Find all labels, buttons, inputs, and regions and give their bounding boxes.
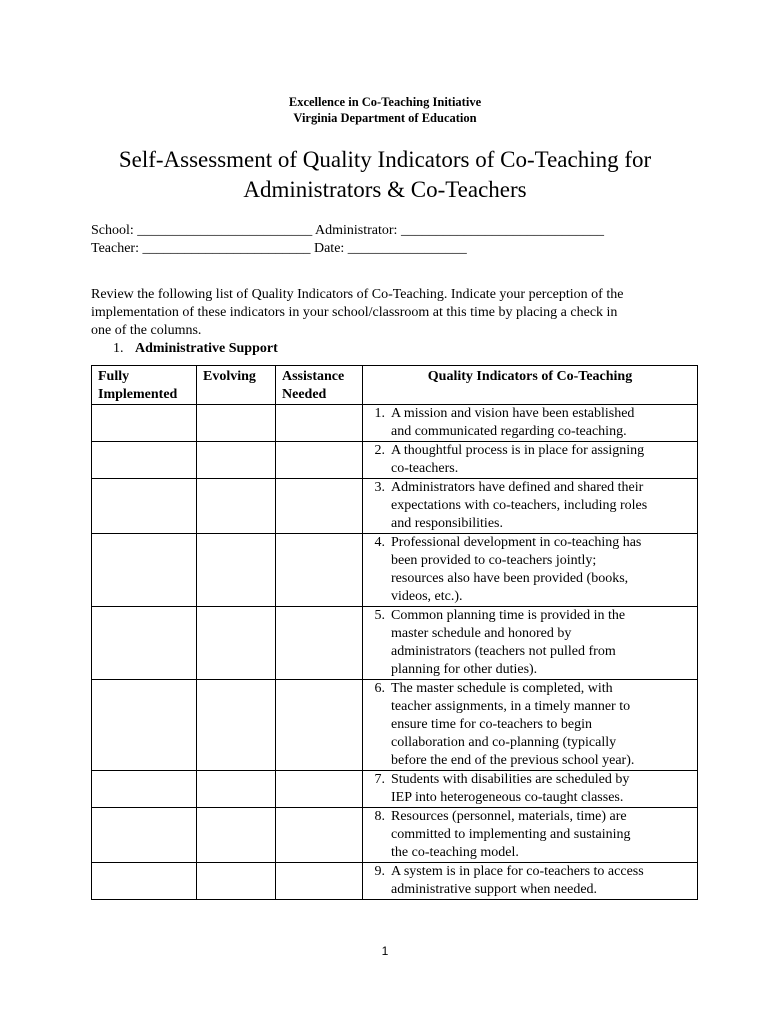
check-evolving-cell[interactable] xyxy=(197,442,276,479)
indicator-number: 7. xyxy=(374,772,385,787)
check-fully-implemented-cell[interactable] xyxy=(92,680,197,771)
indicator-cell xyxy=(363,479,698,534)
section-heading xyxy=(113,340,278,358)
page-title-line-2: Administrators & Co-Teachers xyxy=(243,177,527,202)
indicator xyxy=(363,771,697,807)
indicator-text xyxy=(391,479,697,533)
check-assistance-needed-cell[interactable] xyxy=(276,863,363,900)
indicator-line: The master schedule is completed, with xyxy=(391,681,613,696)
school-administrator-fields[interactable]: School: _________________________ Administrator: _____________________________ xyxy=(91,223,604,238)
header-line: Implemented xyxy=(98,387,178,402)
indicator-cell xyxy=(363,771,698,808)
check-evolving-cell[interactable] xyxy=(197,863,276,900)
check-fully-implemented-cell[interactable] xyxy=(92,534,197,607)
indicator-line: expectations with co-teachers, including roles xyxy=(391,498,648,513)
indicator-line: co-teachers. xyxy=(391,461,459,476)
indicator xyxy=(363,607,697,679)
check-evolving-cell[interactable] xyxy=(197,808,276,863)
check-evolving-cell[interactable] xyxy=(197,405,276,442)
indicator xyxy=(363,863,697,899)
check-assistance-needed-cell[interactable] xyxy=(276,680,363,771)
indicator-line: resources also have been provided (books, xyxy=(391,571,629,586)
indicator-line: ensure time for co-teachers to begin xyxy=(391,717,592,732)
indicator-line: and communicated regarding co-teaching. xyxy=(391,424,627,439)
indicator-line: Common planning time is provided in the xyxy=(391,608,626,623)
instructions-line: implementation of these indicators in your school/classroom at this time by placing a check in xyxy=(91,305,618,320)
indicator-number: 8. xyxy=(374,809,385,824)
quality-indicators-table xyxy=(91,365,698,900)
check-fully-implemented-cell[interactable] xyxy=(92,863,197,900)
indicator-text xyxy=(391,680,697,770)
indicator-line: the co-teaching model. xyxy=(391,845,519,860)
page-number: 1 xyxy=(381,944,389,958)
check-fully-implemented-cell[interactable] xyxy=(92,442,197,479)
teacher-date-fields[interactable]: Teacher: ________________________ Date: _________________ xyxy=(91,241,467,256)
check-evolving-cell[interactable] xyxy=(197,607,276,680)
indicator-text xyxy=(391,534,697,606)
table-row xyxy=(92,534,698,607)
indicator-text xyxy=(391,808,697,862)
header-line: Assistance xyxy=(282,369,345,384)
page-title-line-1: Self-Assessment of Quality Indicators of Co-Teaching for xyxy=(118,147,652,172)
indicator-number: 6. xyxy=(374,681,385,696)
indicator-text xyxy=(391,863,697,899)
indicator-number: 3. xyxy=(374,480,385,495)
table-row xyxy=(92,771,698,808)
indicator-line: IEP into heterogeneous co-taught classes. xyxy=(391,790,624,805)
indicator xyxy=(363,808,697,862)
indicator-line: collaboration and co-planning (typically xyxy=(391,735,617,750)
check-assistance-needed-cell[interactable] xyxy=(276,479,363,534)
column-header-quality-indicators: Quality Indicators of Co-Teaching xyxy=(363,366,698,405)
indicator-cell xyxy=(363,680,698,771)
indicator xyxy=(363,405,697,441)
table-body xyxy=(92,405,698,900)
instructions xyxy=(91,286,691,340)
check-assistance-needed-cell[interactable] xyxy=(276,771,363,808)
indicator-cell xyxy=(363,863,698,900)
instructions-line: one of the columns. xyxy=(91,323,202,338)
check-fully-implemented-cell[interactable] xyxy=(92,808,197,863)
org-line-2: Virginia Department of Education xyxy=(293,111,477,125)
indicator xyxy=(363,534,697,606)
check-evolving-cell[interactable] xyxy=(197,534,276,607)
column-header-evolving: Evolving xyxy=(197,366,276,405)
table-row xyxy=(92,479,698,534)
indicator-text xyxy=(391,442,697,478)
indicator-number: 2. xyxy=(374,443,385,458)
indicator-line: videos, etc.). xyxy=(391,589,463,604)
indicator-text xyxy=(391,771,697,807)
check-fully-implemented-cell[interactable] xyxy=(92,405,197,442)
indicator-line: A system is in place for co-teachers to access xyxy=(391,864,644,879)
column-header-fully-implemented xyxy=(92,366,197,405)
check-evolving-cell[interactable] xyxy=(197,771,276,808)
table-header-row xyxy=(92,366,698,405)
indicator-number: 9. xyxy=(374,864,385,879)
indicator-cell xyxy=(363,607,698,680)
section-number: 1. xyxy=(113,341,124,356)
indicator-number: 1. xyxy=(374,406,385,421)
indicator-line: Professional development in co-teaching has xyxy=(391,535,642,550)
header-line: Fully xyxy=(98,369,130,384)
indicator-line: before the end of the previous school year). xyxy=(391,753,635,768)
check-assistance-needed-cell[interactable] xyxy=(276,442,363,479)
instructions-line: Review the following list of Quality Indicators of Co-Teaching. Indicate your perception of the xyxy=(91,287,624,302)
indicator-line: committed to implementing and sustaining xyxy=(391,827,631,842)
table-row xyxy=(92,808,698,863)
table-row xyxy=(92,442,698,479)
indicator-line: administrators (teachers not pulled from xyxy=(391,644,616,659)
indicator xyxy=(363,680,697,770)
table-row xyxy=(92,607,698,680)
indicator-line: Resources (personnel, materials, time) are xyxy=(391,809,627,824)
section-name: Administrative Support xyxy=(135,341,278,356)
indicator-text xyxy=(391,405,697,441)
indicator-cell xyxy=(363,808,698,863)
indicator-cell xyxy=(363,405,698,442)
indicator-line: Administrators have defined and shared their xyxy=(391,480,644,495)
check-evolving-cell[interactable] xyxy=(197,479,276,534)
indicator-line: administrative support when needed. xyxy=(391,882,598,897)
indicator-text xyxy=(391,607,697,679)
org-line-1: Excellence in Co-Teaching Initiative xyxy=(288,95,482,109)
indicator xyxy=(363,479,697,533)
indicator-line: A mission and vision have been established xyxy=(391,406,635,421)
indicator-line: master schedule and honored by xyxy=(391,626,572,641)
indicator-line: been provided to co-teachers jointly; xyxy=(391,553,597,568)
check-assistance-needed-cell[interactable] xyxy=(276,808,363,863)
check-fully-implemented-cell[interactable] xyxy=(92,771,197,808)
indicator-line: Students with disabilities are scheduled by xyxy=(391,772,630,787)
table-row xyxy=(92,405,698,442)
column-header-assistance-needed xyxy=(276,366,363,405)
header-line: Needed xyxy=(282,387,327,402)
indicator-cell xyxy=(363,442,698,479)
indicator-number: 4. xyxy=(374,535,385,550)
table-row xyxy=(92,863,698,900)
indicator-line: planning for other duties). xyxy=(391,662,538,677)
indicator-line: and responsibilities. xyxy=(391,516,503,531)
indicator-number: 5. xyxy=(374,608,385,623)
indicator-line: teacher assignments, in a timely manner to xyxy=(391,699,631,714)
indicator xyxy=(363,442,697,478)
check-assistance-needed-cell[interactable] xyxy=(276,534,363,607)
indicator-cell xyxy=(363,534,698,607)
check-evolving-cell[interactable] xyxy=(197,680,276,771)
check-assistance-needed-cell[interactable] xyxy=(276,405,363,442)
indicator-line: A thoughtful process is in place for assigning xyxy=(391,443,645,458)
check-fully-implemented-cell[interactable] xyxy=(92,479,197,534)
table-row xyxy=(92,680,698,771)
check-assistance-needed-cell[interactable] xyxy=(276,607,363,680)
check-fully-implemented-cell[interactable] xyxy=(92,607,197,680)
